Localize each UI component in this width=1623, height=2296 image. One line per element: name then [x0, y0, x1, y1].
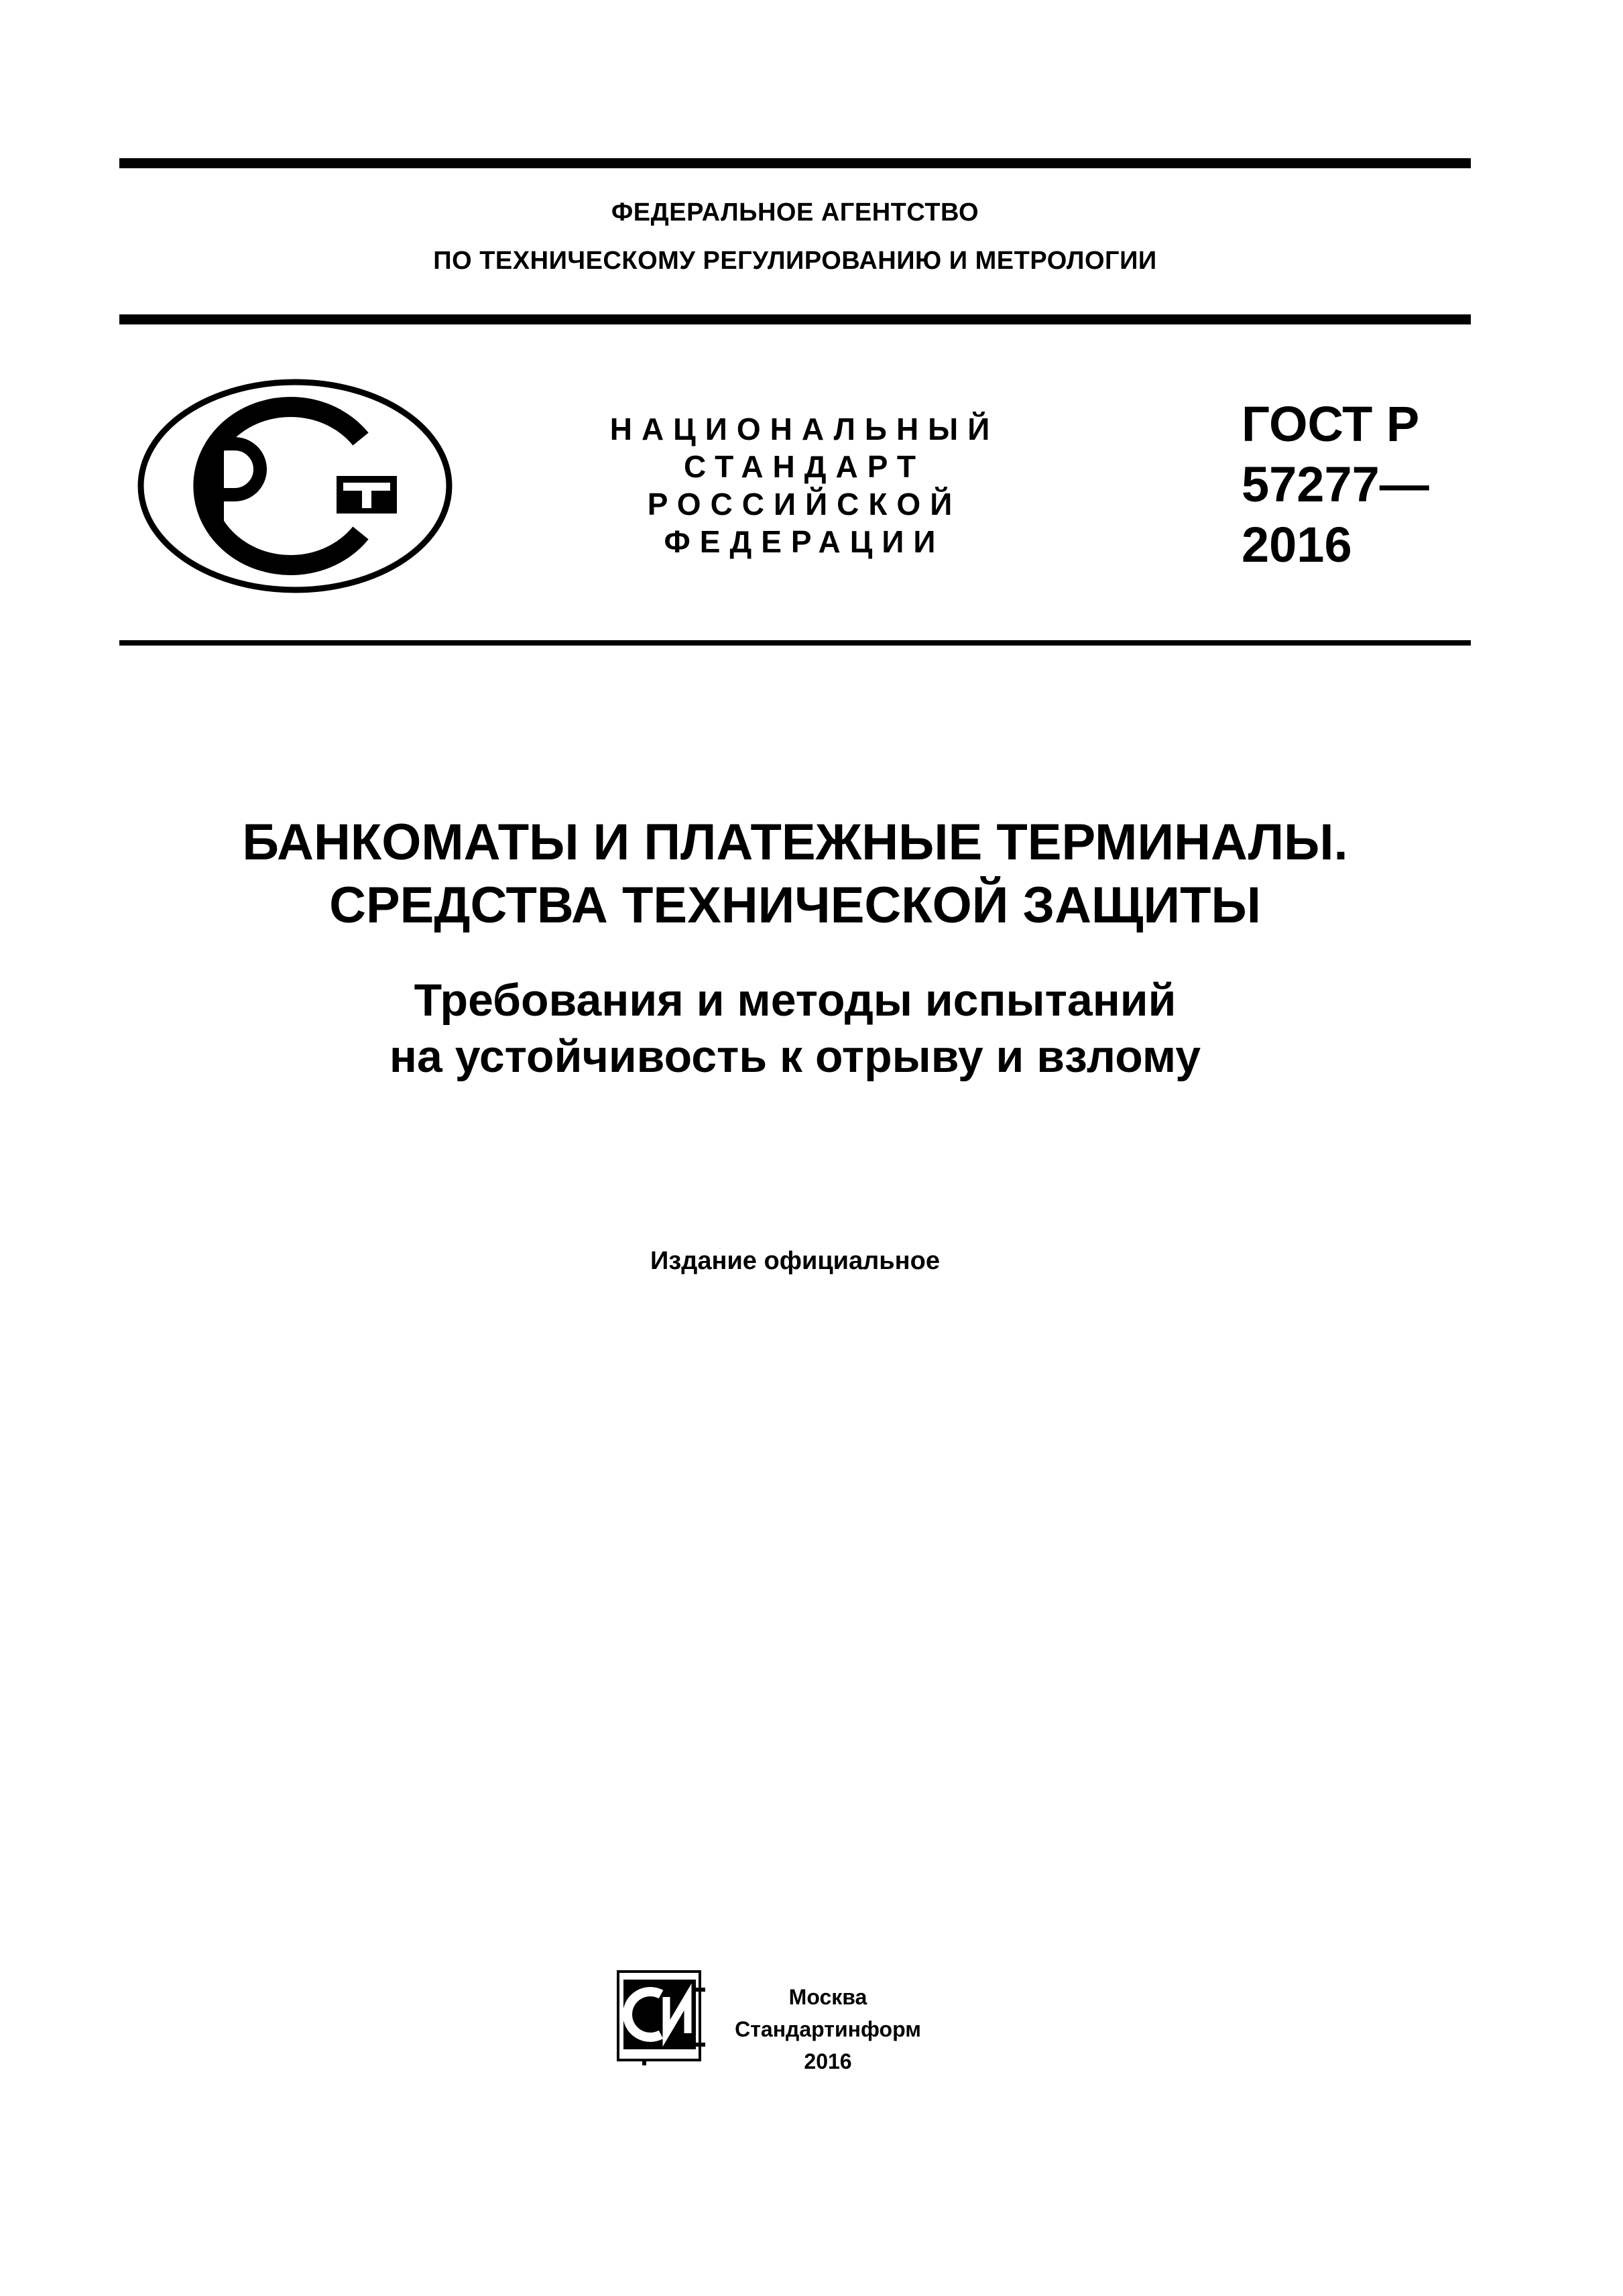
bottom-rule	[119, 640, 1471, 646]
middle-rule	[119, 314, 1471, 324]
publisher-block	[721, 1981, 935, 2077]
document-subtitle	[119, 972, 1471, 1085]
standard-type-line-3: РОССИЙСКОЙ	[647, 487, 962, 522]
designation-line-1: ГОСТ Р	[1242, 396, 1420, 452]
top-rule	[119, 158, 1471, 168]
standard-type-line-2: СТАНДАРТ	[684, 449, 925, 484]
agency-line-2: ПО ТЕХНИЧЕСКОМУ РЕГУЛИРОВАНИЮ И МЕТРОЛОГИИ	[433, 247, 1157, 275]
publisher-year: 2016	[804, 2049, 852, 2073]
standard-designation	[1242, 394, 1429, 575]
gost-rst-icon	[134, 375, 456, 597]
standard-type-line-4: ФЕДЕРАЦИИ	[664, 524, 945, 559]
publisher-name: Стандартинформ	[735, 2017, 921, 2041]
standard-type-line-1: НАЦИОНАЛЬНЫЙ	[609, 412, 1000, 446]
publisher-city: Москва	[788, 1985, 867, 2009]
standartinform-icon	[615, 1968, 716, 2067]
subtitle-line-1: Требования и методы испытаний	[414, 975, 1177, 1026]
title-line-2: СРЕДСТВА ТЕХНИЧЕСКОЙ ЗАЩИТЫ	[329, 877, 1261, 934]
designation-line-3: 2016	[1242, 517, 1352, 572]
edition-label: Издание официальное	[650, 1247, 940, 1275]
designation-line-2: 57277—	[1242, 457, 1429, 512]
document-title	[119, 811, 1471, 937]
standard-type	[577, 410, 1032, 560]
title-line-1: БАНКОМАТЫ И ПЛАТЕЖНЫЕ ТЕРМИНАЛЫ.	[242, 814, 1348, 871]
agency-line-1: ФЕДЕРАЛЬНОЕ АГЕНТСТВО	[611, 198, 979, 227]
subtitle-line-2: на устойчивость к отрыву и взлому	[389, 1031, 1201, 1082]
